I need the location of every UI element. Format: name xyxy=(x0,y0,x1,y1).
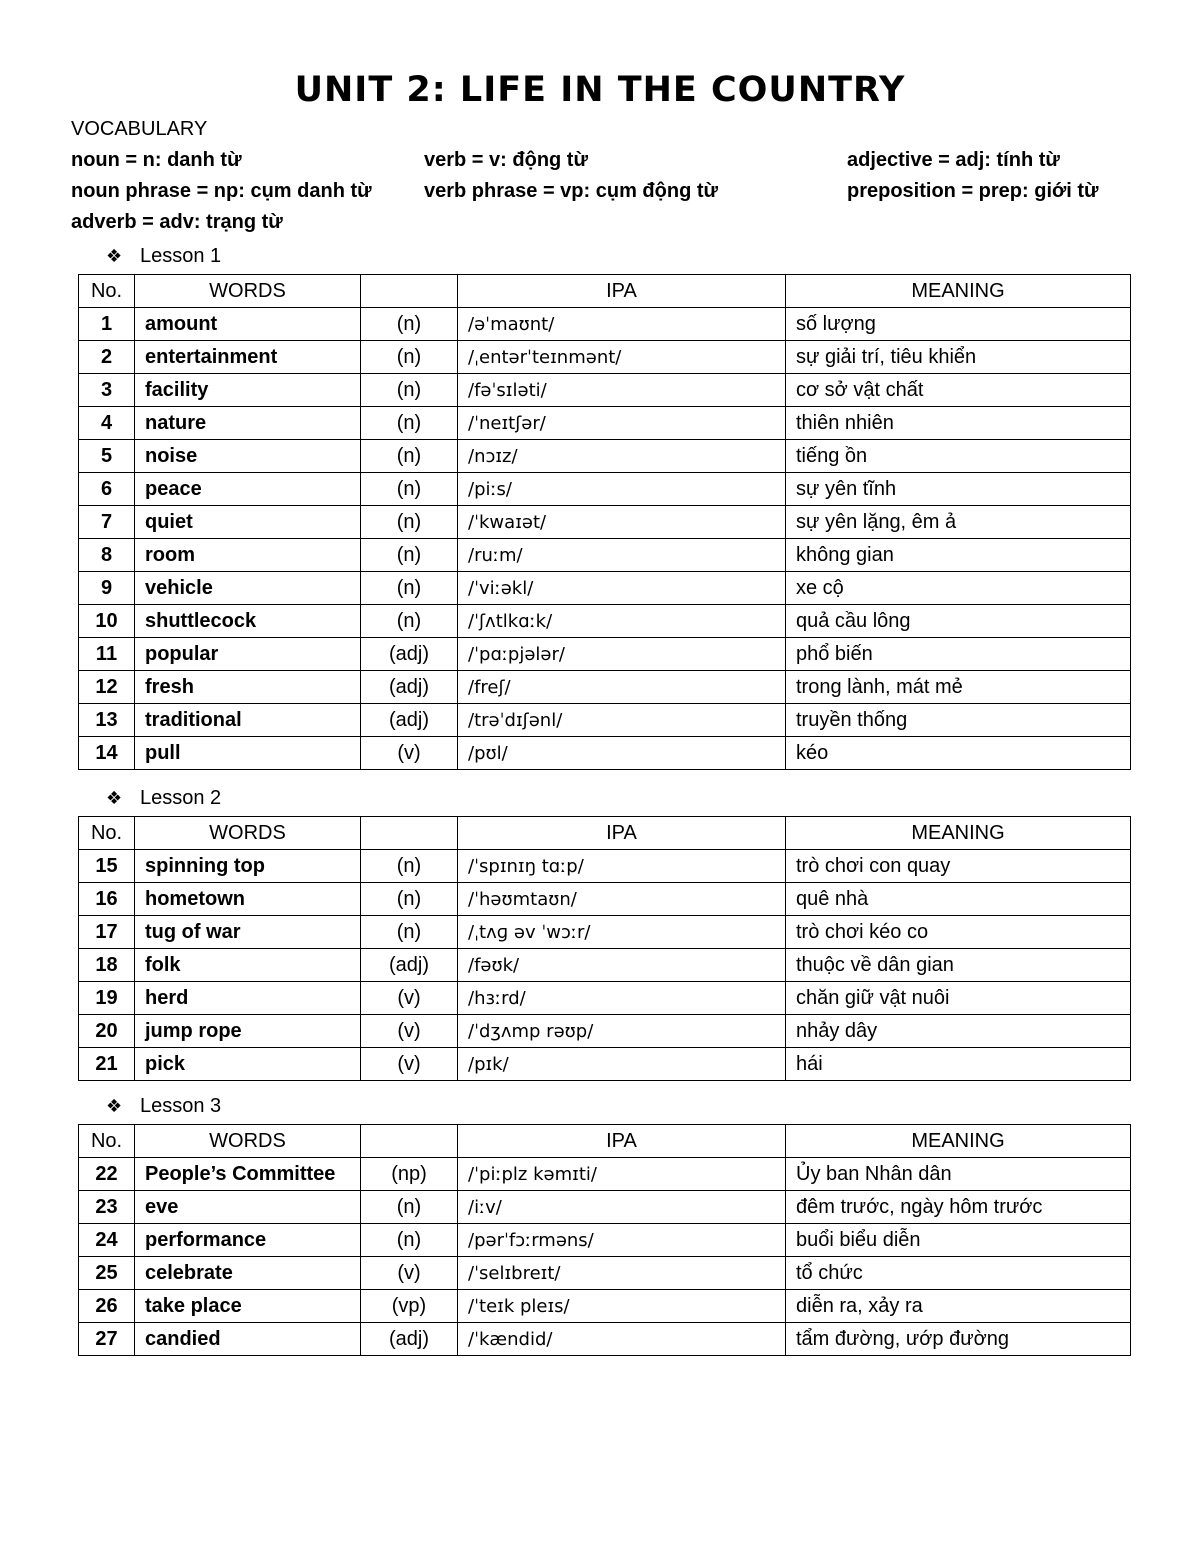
word-cell: room xyxy=(135,539,361,572)
meaning-cell: đêm trước, ngày hôm trước xyxy=(786,1191,1131,1224)
part-of-speech-cell: (v) xyxy=(361,1048,458,1081)
vocabulary-table xyxy=(78,274,1131,770)
table-row xyxy=(79,916,1131,949)
row-number: 27 xyxy=(79,1323,135,1356)
ipa-cell: /ˌtʌɡ əv ˈwɔːr/ xyxy=(458,916,786,949)
ipa-cell: /pɪk/ xyxy=(458,1048,786,1081)
ipa-cell: /pərˈfɔːrməns/ xyxy=(458,1224,786,1257)
table-row xyxy=(79,341,1131,374)
ipa-cell: /ˈspɪnɪŋ tɑːp/ xyxy=(458,850,786,883)
row-number: 3 xyxy=(79,374,135,407)
part-of-speech-cell: (n) xyxy=(361,916,458,949)
header-ipa: IPA xyxy=(458,1125,786,1158)
legend-row xyxy=(71,180,1171,211)
table-row xyxy=(79,671,1131,704)
word-cell: celebrate xyxy=(135,1257,361,1290)
ipa-cell: /ˈpiːplz kəmɪti/ xyxy=(458,1158,786,1191)
header-no: No. xyxy=(79,817,135,850)
part-of-speech-cell: (np) xyxy=(361,1158,458,1191)
table-header-row xyxy=(79,275,1131,308)
word-cell: eve xyxy=(135,1191,361,1224)
legend-row xyxy=(71,211,1171,242)
meaning-cell: cơ sở vật chất xyxy=(786,374,1131,407)
table-row xyxy=(79,473,1131,506)
word-cell: popular xyxy=(135,638,361,671)
word-cell: folk xyxy=(135,949,361,982)
ipa-cell: /ˈhəʊmtaʊn/ xyxy=(458,883,786,916)
row-number: 26 xyxy=(79,1290,135,1323)
ipa-cell: /ˈviːəkl/ xyxy=(458,572,786,605)
ipa-cell: /ˈpɑːpjələr/ xyxy=(458,638,786,671)
part-of-speech-cell: (n) xyxy=(361,341,458,374)
ipa-cell: /ruːm/ xyxy=(458,539,786,572)
row-number: 12 xyxy=(79,671,135,704)
header-meaning: MEANING xyxy=(786,817,1131,850)
row-number: 14 xyxy=(79,737,135,770)
abbreviation-legend xyxy=(71,149,1171,242)
part-of-speech-cell: (n) xyxy=(361,850,458,883)
table-row xyxy=(79,1323,1131,1356)
row-number: 16 xyxy=(79,883,135,916)
meaning-cell: thiên nhiên xyxy=(786,407,1131,440)
part-of-speech-cell: (adj) xyxy=(361,949,458,982)
part-of-speech-cell: (n) xyxy=(361,407,458,440)
ipa-cell: /trəˈdɪʃənl/ xyxy=(458,704,786,737)
meaning-cell: trò chơi kéo co xyxy=(786,916,1131,949)
table-row xyxy=(79,638,1131,671)
header-meaning: MEANING xyxy=(786,275,1131,308)
part-of-speech-cell: (adj) xyxy=(361,704,458,737)
table-row xyxy=(79,883,1131,916)
vocabulary-heading: VOCABULARY xyxy=(71,118,208,140)
legend-item: adjective = adj: tính từ xyxy=(847,149,1060,171)
vocabulary-table xyxy=(78,816,1131,1081)
ipa-cell: /hɜːrd/ xyxy=(458,982,786,1015)
meaning-cell: kéo xyxy=(786,737,1131,770)
word-cell: amount xyxy=(135,308,361,341)
part-of-speech-cell: (n) xyxy=(361,308,458,341)
meaning-cell: hái xyxy=(786,1048,1131,1081)
part-of-speech-cell: (n) xyxy=(361,605,458,638)
table-row xyxy=(79,407,1131,440)
ipa-cell: /ˈdʒʌmp rəʊp/ xyxy=(458,1015,786,1048)
table-row xyxy=(79,506,1131,539)
table-row xyxy=(79,737,1131,770)
word-cell: People’s Committee xyxy=(135,1158,361,1191)
table-row xyxy=(79,1191,1131,1224)
diamond-bullet-icon: ❖ xyxy=(106,246,123,266)
part-of-speech-cell: (v) xyxy=(361,1257,458,1290)
lesson-title xyxy=(106,242,221,270)
meaning-cell: quê nhà xyxy=(786,883,1131,916)
ipa-cell: /əˈmaʊnt/ xyxy=(458,308,786,341)
legend-item: verb phrase = vp: cụm động từ xyxy=(424,180,718,202)
header-meaning: MEANING xyxy=(786,1125,1131,1158)
part-of-speech-cell: (n) xyxy=(361,506,458,539)
word-cell: spinning top xyxy=(135,850,361,883)
table-row xyxy=(79,1257,1131,1290)
lesson-title xyxy=(106,1092,221,1120)
word-cell: quiet xyxy=(135,506,361,539)
row-number: 20 xyxy=(79,1015,135,1048)
row-number: 11 xyxy=(79,638,135,671)
meaning-cell: tiếng ồn xyxy=(786,440,1131,473)
word-cell: peace xyxy=(135,473,361,506)
part-of-speech-cell: (n) xyxy=(361,440,458,473)
word-cell: facility xyxy=(135,374,361,407)
word-cell: vehicle xyxy=(135,572,361,605)
ipa-cell: /pʊl/ xyxy=(458,737,786,770)
part-of-speech-cell: (n) xyxy=(361,1191,458,1224)
table-row xyxy=(79,850,1131,883)
legend-row xyxy=(71,149,1171,180)
word-cell: noise xyxy=(135,440,361,473)
meaning-cell: thuộc về dân gian xyxy=(786,949,1131,982)
word-cell: herd xyxy=(135,982,361,1015)
meaning-cell: tổ chức xyxy=(786,1257,1131,1290)
row-number: 8 xyxy=(79,539,135,572)
meaning-cell: quả cầu lông xyxy=(786,605,1131,638)
word-cell: nature xyxy=(135,407,361,440)
word-cell: jump rope xyxy=(135,1015,361,1048)
meaning-cell: chăn giữ vật nuôi xyxy=(786,982,1131,1015)
part-of-speech-cell: (vp) xyxy=(361,1290,458,1323)
row-number: 22 xyxy=(79,1158,135,1191)
table-row xyxy=(79,1224,1131,1257)
meaning-cell: diễn ra, xảy ra xyxy=(786,1290,1131,1323)
row-number: 13 xyxy=(79,704,135,737)
meaning-cell: sự yên lặng, êm ả xyxy=(786,506,1131,539)
word-cell: take place xyxy=(135,1290,361,1323)
meaning-cell: trò chơi con quay xyxy=(786,850,1131,883)
ipa-cell: /fəˈsɪləti/ xyxy=(458,374,786,407)
header-ipa: IPA xyxy=(458,817,786,850)
word-cell: tug of war xyxy=(135,916,361,949)
legend-item: noun = n: danh từ xyxy=(71,149,242,171)
part-of-speech-cell: (v) xyxy=(361,1015,458,1048)
row-number: 17 xyxy=(79,916,135,949)
ipa-cell: /fəʊk/ xyxy=(458,949,786,982)
part-of-speech-cell: (adj) xyxy=(361,638,458,671)
header-pos xyxy=(361,275,458,308)
row-number: 19 xyxy=(79,982,135,1015)
diamond-bullet-icon: ❖ xyxy=(106,788,123,808)
table-row xyxy=(79,982,1131,1015)
ipa-cell: /ˈselɪbreɪt/ xyxy=(458,1257,786,1290)
part-of-speech-cell: (n) xyxy=(361,572,458,605)
ipa-cell: /ˈteɪk pleɪs/ xyxy=(458,1290,786,1323)
table-header-row xyxy=(79,817,1131,850)
ipa-cell: /ˈkwaɪət/ xyxy=(458,506,786,539)
meaning-cell: sự giải trí, tiêu khiển xyxy=(786,341,1131,374)
table-row xyxy=(79,949,1131,982)
word-cell: traditional xyxy=(135,704,361,737)
ipa-cell: /ˌentərˈteɪnmənt/ xyxy=(458,341,786,374)
row-number: 1 xyxy=(79,308,135,341)
legend-item: preposition = prep: giới từ xyxy=(847,180,1099,202)
row-number: 23 xyxy=(79,1191,135,1224)
row-number: 18 xyxy=(79,949,135,982)
table-row xyxy=(79,605,1131,638)
meaning-cell: xe cộ xyxy=(786,572,1131,605)
ipa-cell: /ˈneɪtʃər/ xyxy=(458,407,786,440)
ipa-cell: /ˈkændid/ xyxy=(458,1323,786,1356)
part-of-speech-cell: (n) xyxy=(361,1224,458,1257)
table-row xyxy=(79,539,1131,572)
part-of-speech-cell: (v) xyxy=(361,982,458,1015)
part-of-speech-cell: (adj) xyxy=(361,671,458,704)
header-words: WORDS xyxy=(135,1125,361,1158)
part-of-speech-cell: (n) xyxy=(361,883,458,916)
table-row xyxy=(79,1015,1131,1048)
meaning-cell: tẩm đường, ướp đường xyxy=(786,1323,1131,1356)
legend-item: adverb = adv: trạng từ xyxy=(71,211,283,233)
header-pos xyxy=(361,1125,458,1158)
header-ipa: IPA xyxy=(458,275,786,308)
ipa-cell: /freʃ/ xyxy=(458,671,786,704)
ipa-cell: /iːv/ xyxy=(458,1191,786,1224)
row-number: 4 xyxy=(79,407,135,440)
ipa-cell: /piːs/ xyxy=(458,473,786,506)
row-number: 24 xyxy=(79,1224,135,1257)
row-number: 25 xyxy=(79,1257,135,1290)
word-cell: performance xyxy=(135,1224,361,1257)
header-no: No. xyxy=(79,1125,135,1158)
ipa-cell: /nɔɪz/ xyxy=(458,440,786,473)
meaning-cell: phổ biến xyxy=(786,638,1131,671)
header-pos xyxy=(361,817,458,850)
row-number: 6 xyxy=(79,473,135,506)
meaning-cell: không gian xyxy=(786,539,1131,572)
table-row xyxy=(79,374,1131,407)
row-number: 15 xyxy=(79,850,135,883)
lesson-title-text: Lesson 3 xyxy=(140,1095,222,1117)
part-of-speech-cell: (adj) xyxy=(361,1323,458,1356)
meaning-cell: buổi biểu diễn xyxy=(786,1224,1131,1257)
page-title: UNIT 2: LIFE IN THE COUNTRY xyxy=(294,70,906,110)
meaning-cell: nhảy dây xyxy=(786,1015,1131,1048)
table-row xyxy=(79,308,1131,341)
meaning-cell: trong lành, mát mẻ xyxy=(786,671,1131,704)
table-row xyxy=(79,704,1131,737)
diamond-bullet-icon: ❖ xyxy=(106,1096,123,1116)
part-of-speech-cell: (v) xyxy=(361,737,458,770)
legend-item: verb = v: động từ xyxy=(424,149,588,171)
vocabulary-table xyxy=(78,1124,1131,1356)
word-cell: pick xyxy=(135,1048,361,1081)
word-cell: candied xyxy=(135,1323,361,1356)
part-of-speech-cell: (n) xyxy=(361,374,458,407)
table-row xyxy=(79,1158,1131,1191)
meaning-cell: Ủy ban Nhân dân xyxy=(786,1158,1131,1191)
table-row xyxy=(79,440,1131,473)
table-header-row xyxy=(79,1125,1131,1158)
header-no: No. xyxy=(79,275,135,308)
header-words: WORDS xyxy=(135,817,361,850)
table-row xyxy=(79,1048,1131,1081)
table-row xyxy=(79,1290,1131,1323)
row-number: 10 xyxy=(79,605,135,638)
row-number: 9 xyxy=(79,572,135,605)
row-number: 2 xyxy=(79,341,135,374)
row-number: 21 xyxy=(79,1048,135,1081)
row-number: 5 xyxy=(79,440,135,473)
row-number: 7 xyxy=(79,506,135,539)
word-cell: pull xyxy=(135,737,361,770)
header-words: WORDS xyxy=(135,275,361,308)
meaning-cell: truyền thống xyxy=(786,704,1131,737)
word-cell: fresh xyxy=(135,671,361,704)
lesson-title-text: Lesson 2 xyxy=(140,787,222,809)
legend-item: noun phrase = np: cụm danh từ xyxy=(71,180,372,202)
lesson-title xyxy=(106,784,221,812)
meaning-cell: số lượng xyxy=(786,308,1131,341)
word-cell: hometown xyxy=(135,883,361,916)
table-row xyxy=(79,572,1131,605)
meaning-cell: sự yên tĩnh xyxy=(786,473,1131,506)
word-cell: shuttlecock xyxy=(135,605,361,638)
part-of-speech-cell: (n) xyxy=(361,473,458,506)
lesson-title-text: Lesson 1 xyxy=(140,245,222,267)
part-of-speech-cell: (n) xyxy=(361,539,458,572)
word-cell: entertainment xyxy=(135,341,361,374)
ipa-cell: /ˈʃʌtlkɑːk/ xyxy=(458,605,786,638)
